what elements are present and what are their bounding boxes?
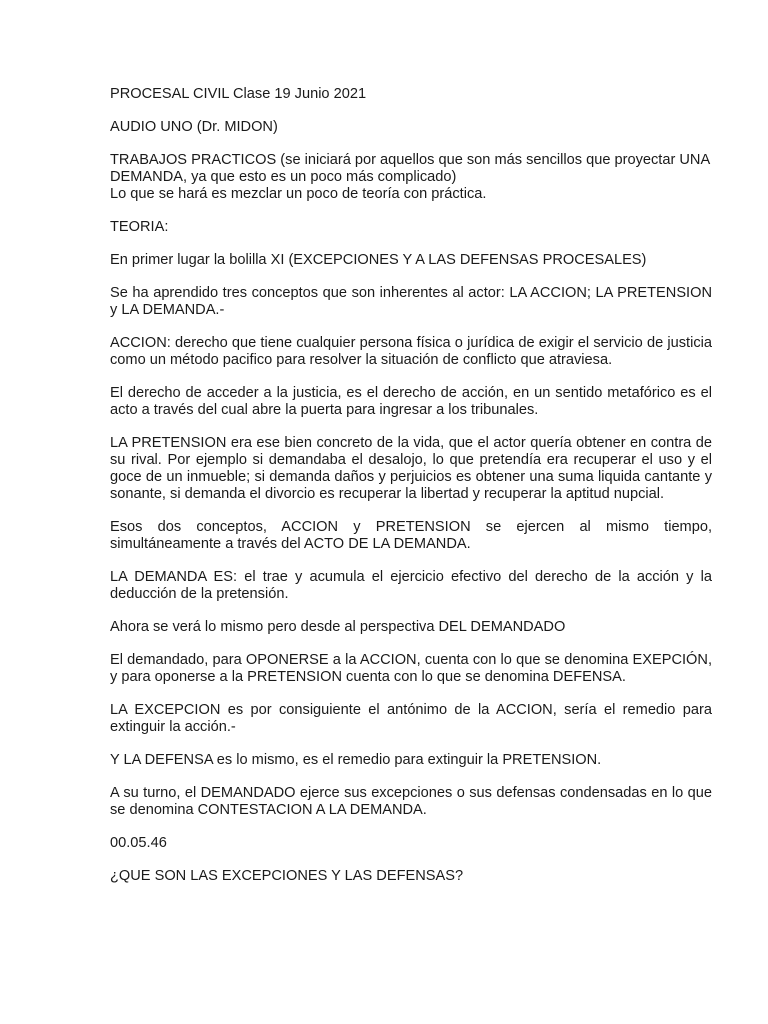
paragraph: ACCION: derecho que tiene cualquier persona física o jurídica de exigir el servicio de justicia como un método pacifico para resolver la situación de conflicto que atraviesa. — [110, 335, 712, 368]
document-body — [110, 86, 712, 901]
paragraph: LA EXCEPCION es por consiguiente el antónimo de la ACCION, sería el remedio para extinguir la acción.- — [110, 702, 712, 735]
paragraph: El derecho de acceder a la justicia, es el derecho de acción, en un sentido metafórico es el acto a través del cual abre la puerta para ingresar a los tribunales. — [110, 385, 712, 418]
paragraph: Ahora se verá lo mismo pero desde al perspectiva DEL DEMANDADO — [110, 619, 566, 635]
paragraph: Esos dos conceptos, ACCION y PRETENSION se ejercen al mismo tiempo, simultáneamente a través del ACTO DE LA DEMANDA. — [110, 519, 712, 552]
paragraph: Lo que se hará es mezclar un poco de teoría con práctica. — [110, 186, 487, 202]
paragraph: LA PRETENSION era ese bien concreto de la vida, que el actor quería obtener en contra de su rival. Por ejemplo si demandaba el desalojo, lo que pretendía era recuperar el uso y el goce de un inmueble; si demanda daños y perjuicios es obtener una suma liquida cantante y sonante, si demanda el divorcio es recuperar la libertad y recuperar la aptitud nupcial. — [110, 435, 712, 502]
audio-heading: AUDIO UNO (Dr. MIDON) — [110, 119, 278, 135]
paragraph: LA DEMANDA ES: el trae y acumula el ejercicio efectivo del derecho de la acción y la deducción de la pretensión. — [110, 569, 712, 602]
paragraph: El demandado, para OPONERSE a la ACCION, cuenta con lo que se denomina EXEPCIÓN, y para oponerse a la PRETENSION cuenta con lo que se denomina DEFENSA. — [110, 652, 712, 685]
timestamp: 00.05.46 — [110, 835, 167, 851]
section-heading: TEORIA: — [110, 219, 169, 235]
paragraph: Se ha aprendido tres conceptos que son inherentes al actor: LA ACCION; LA PRETENSION y LA DEMANDA.- — [110, 285, 712, 318]
paragraph: A su turno, el DEMANDADO ejerce sus excepciones o sus defensas condensadas en lo que se denomina CONTESTACION A LA DEMANDA. — [110, 785, 712, 818]
paragraph: Y LA DEFENSA es lo mismo, es el remedio para extinguir la PRETENSION. — [110, 752, 602, 768]
paragraph: TRABAJOS PRACTICOS (se iniciará por aquellos que son más sencillos que proyectar UNA DEMANDA, ya que esto es un poco más complicado) — [110, 152, 710, 185]
question-heading: ¿QUE SON LAS EXCEPCIONES Y LAS DEFENSAS? — [110, 868, 464, 884]
paragraph: En primer lugar la bolilla XI (EXCEPCIONES Y A LAS DEFENSAS PROCESALES) — [110, 252, 647, 268]
document-title: PROCESAL CIVIL Clase 19 Junio 2021 — [110, 86, 367, 102]
